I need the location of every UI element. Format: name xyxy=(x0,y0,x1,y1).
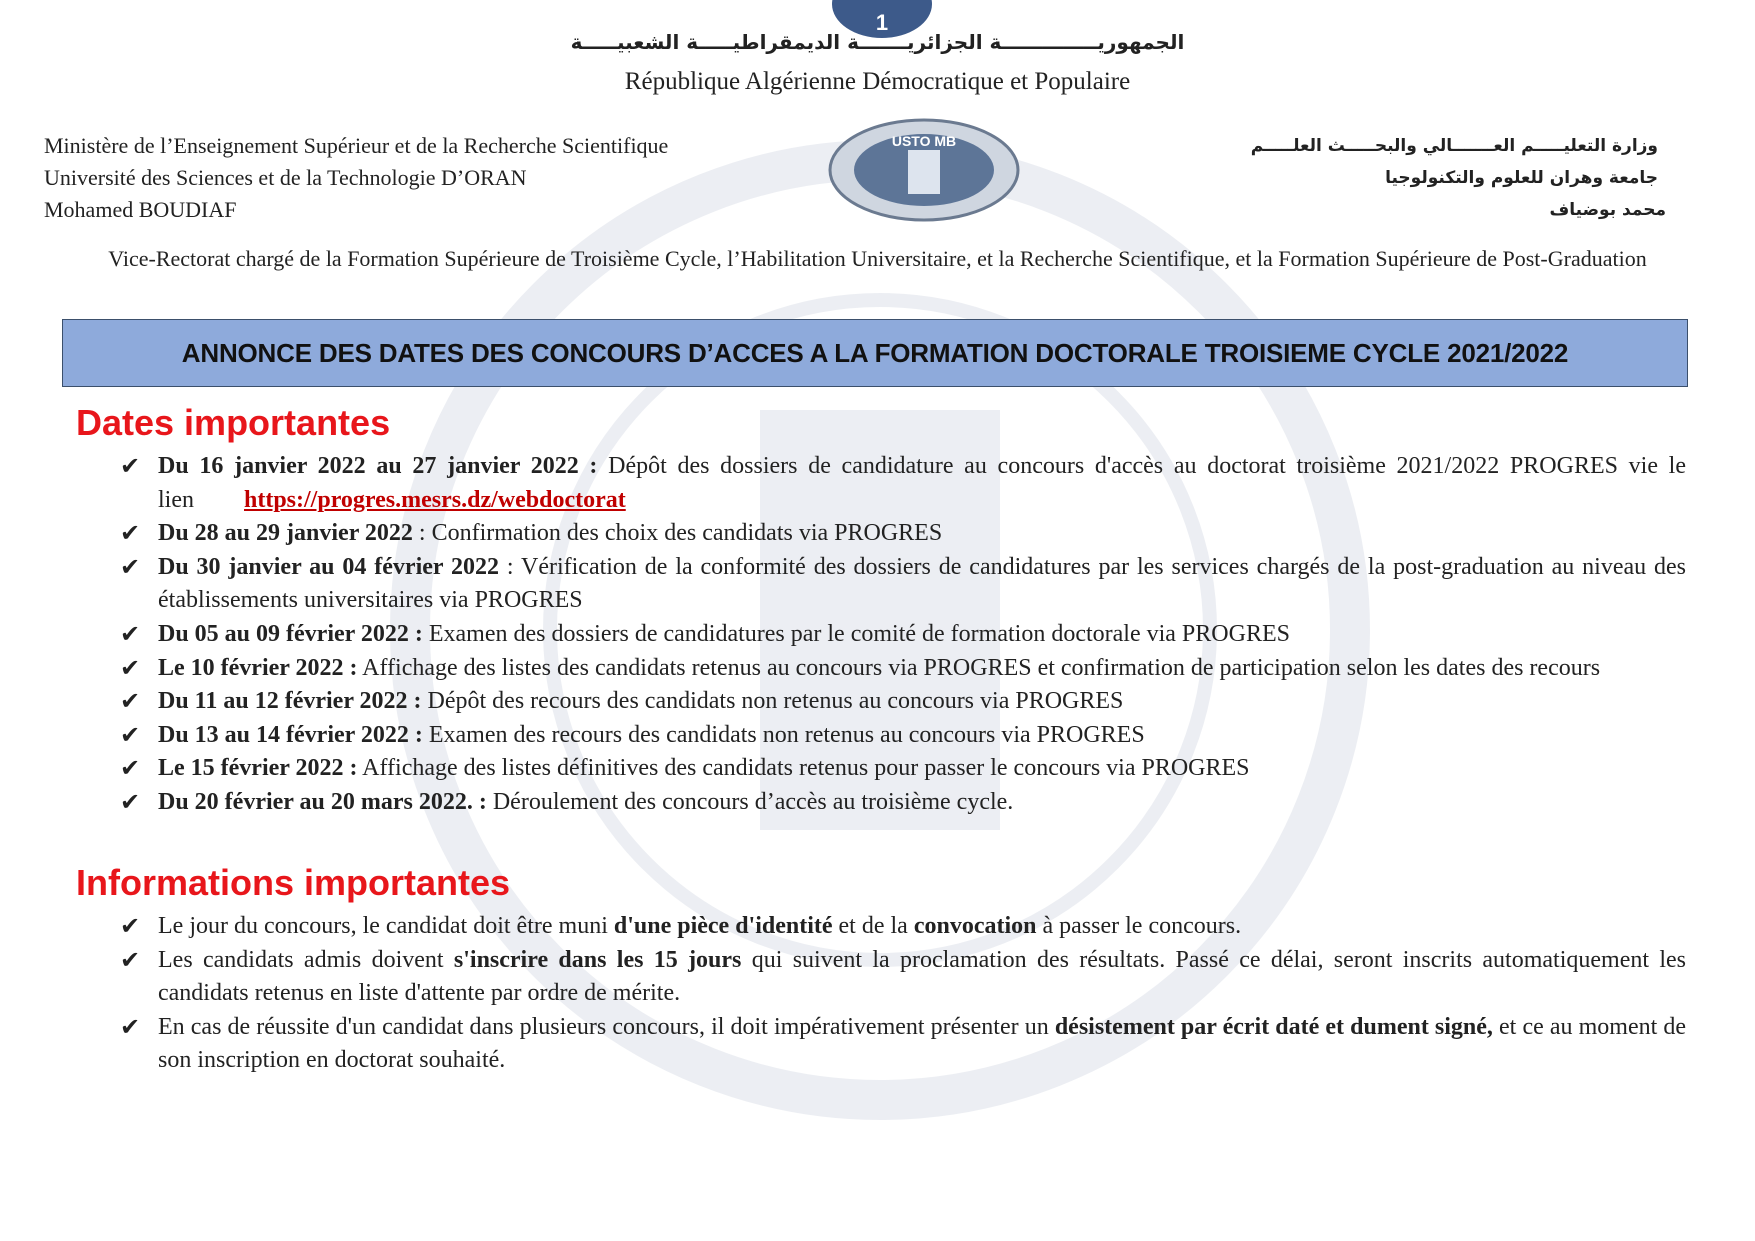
info-text: et ce au moment de son inscription en doctorat souhaité. xyxy=(158,1013,1687,1074)
checkmark-icon: ✔ xyxy=(120,912,141,940)
info-emphasis: d'une pièce d'identité xyxy=(613,913,833,939)
date-list-item xyxy=(120,685,1686,719)
checkmark-icon: ✔ xyxy=(120,452,141,480)
university-name-line-arabic: محمد بوضياف xyxy=(1549,200,1666,220)
ministry-block-french xyxy=(44,130,668,226)
date-description: Affichage des listes des candidats retenus au concours via PROGRES et confirmation de participation selon les dates des recours xyxy=(357,654,1601,681)
logo-text: USTO MB xyxy=(891,133,957,149)
checkmark-icon: ✔ xyxy=(120,945,141,974)
ministry-line: Ministère de l’Enseignement Supérieur et de la Recherche Scientifique xyxy=(44,133,669,158)
progres-link[interactable]: https://progres.mesrs.dz/webdoctorat xyxy=(244,486,626,513)
date-range: Du 13 au 14 février 2022 : xyxy=(158,721,423,748)
dates-section-title: Dates importantes xyxy=(76,402,391,443)
info-list xyxy=(120,910,1686,1078)
date-description: Dépôt des recours des candidats non retenus au concours via PROGRES xyxy=(421,688,1124,715)
info-text: Les candidats admis doivent xyxy=(158,946,454,973)
date-description: Examen des dossiers de candidatures par le comité de formation doctorale via PROGRES xyxy=(422,620,1290,647)
announcement-banner: ANNONCE DES DATES DES CONCOURS D’ACCES A LA FORMATION DOCTORALE TROISIEME CYCLE 2021/2022 xyxy=(62,319,1688,387)
date-list-item xyxy=(120,551,1686,618)
ministry-line-arabic: وزارة التعليـــــم العـــــــالي والبحـــــث العلـــــم xyxy=(1250,136,1658,156)
date-range: Du 11 au 12 février 2022 : xyxy=(158,688,422,715)
date-range: Du 05 au 09 février 2022 : xyxy=(158,620,423,647)
date-list-item xyxy=(120,752,1686,786)
checkmark-icon: ✔ xyxy=(120,687,141,716)
date-description: Affichage des listes définitives des candidats retenus pour passer le concours via PROGRES xyxy=(357,755,1250,782)
checkmark-icon: ✔ xyxy=(120,720,141,749)
info-text: et de la xyxy=(832,913,914,939)
vice-rectorat-line: Vice-Rectorat chargé de la Formation Supérieure de Troisième Cycle, l’Habilitation Universitaire, et la Recherche Scientifique, et la Formation Supérieure de Post-Graduation xyxy=(108,246,1647,271)
checkmark-icon: ✔ xyxy=(120,787,141,816)
date-range: Du 30 janvier au 04 février 2022 xyxy=(158,553,499,580)
date-range: Le 10 février 2022 : xyxy=(158,654,358,681)
date-range: Du 28 au 29 janvier 2022 xyxy=(158,520,413,547)
date-description: Dépôt des dossiers de candidature au concours d'accès au doctorat troisième 2021/2022 PROGRES vie le lien xyxy=(158,453,1686,513)
date-range: Le 15 février 2022 : xyxy=(158,755,358,782)
date-list-item xyxy=(120,786,1686,820)
checkmark-icon: ✔ xyxy=(120,1012,141,1041)
info-list-item xyxy=(120,1011,1686,1078)
info-text: En cas de réussite d'un candidat dans plusieurs concours, il doit impérativement présenter un xyxy=(158,1013,1055,1040)
info-emphasis: désistement par écrit daté et dument signé, xyxy=(1054,1013,1493,1040)
info-section-title: Informations importantes xyxy=(76,862,511,903)
usto-mb-logo xyxy=(826,118,1022,222)
university-line: Université des Sciences et de la Technologie D’ORAN xyxy=(44,165,527,190)
university-line-arabic: جامعة وهران للعلوم والتكنولوجيا xyxy=(1385,168,1658,188)
date-range: Du 20 février au 20 mars 2022. : xyxy=(158,788,487,815)
date-list-item xyxy=(120,652,1686,686)
date-description: : Confirmation des choix des candidats via PROGRES xyxy=(412,520,943,547)
checkmark-icon: ✔ xyxy=(120,619,141,648)
checkmark-icon: ✔ xyxy=(120,653,141,682)
date-range: Du 16 janvier 2022 au 27 janvier 2022 : xyxy=(158,453,598,479)
info-text: à passer le concours. xyxy=(1036,913,1242,939)
page-number-badge: 1 xyxy=(832,0,932,38)
info-text: qui suivent la proclamation des résultats. Passé ce délai, seront inscrits automatiquement les candidats retenus en liste d'attente par ordre de mérite. xyxy=(158,946,1687,1007)
date-list-item xyxy=(120,719,1686,753)
info-emphasis: s'inscrire dans les 15 jours xyxy=(453,946,742,973)
info-list-item xyxy=(120,944,1686,1011)
checkmark-icon: ✔ xyxy=(120,552,141,581)
info-emphasis: convocation xyxy=(913,913,1037,939)
date-list-item xyxy=(120,517,1686,551)
french-republic-title: République Algérienne Démocratique et Populaire xyxy=(624,68,1131,95)
checkmark-icon: ✔ xyxy=(120,519,141,548)
info-list-item xyxy=(120,910,1686,944)
date-description: Déroulement des concours d’accès au troisième cycle. xyxy=(486,788,1014,815)
date-list-item xyxy=(120,450,1686,517)
ministry-block-arabic xyxy=(1250,130,1666,226)
date-description: : Vérification de la conformité des dossiers de candidatures par les services chargés de la post-graduation au niveau des établissements universitaires via PROGRES xyxy=(158,553,1686,614)
date-description: Examen des recours des candidats non retenus au concours via PROGRES xyxy=(422,721,1145,748)
date-list-item xyxy=(120,618,1686,652)
checkmark-icon: ✔ xyxy=(120,754,141,783)
university-name-line: Mohamed BOUDIAF xyxy=(44,197,237,222)
info-text: Le jour du concours, le candidat doit être muni xyxy=(158,913,614,939)
dates-list xyxy=(120,450,1686,820)
arabic-republic-title: الجمهوريــــــــــــــة الجزائريـــــــة الديمقراطيـــــة الشعبيـــــة xyxy=(570,30,1185,54)
